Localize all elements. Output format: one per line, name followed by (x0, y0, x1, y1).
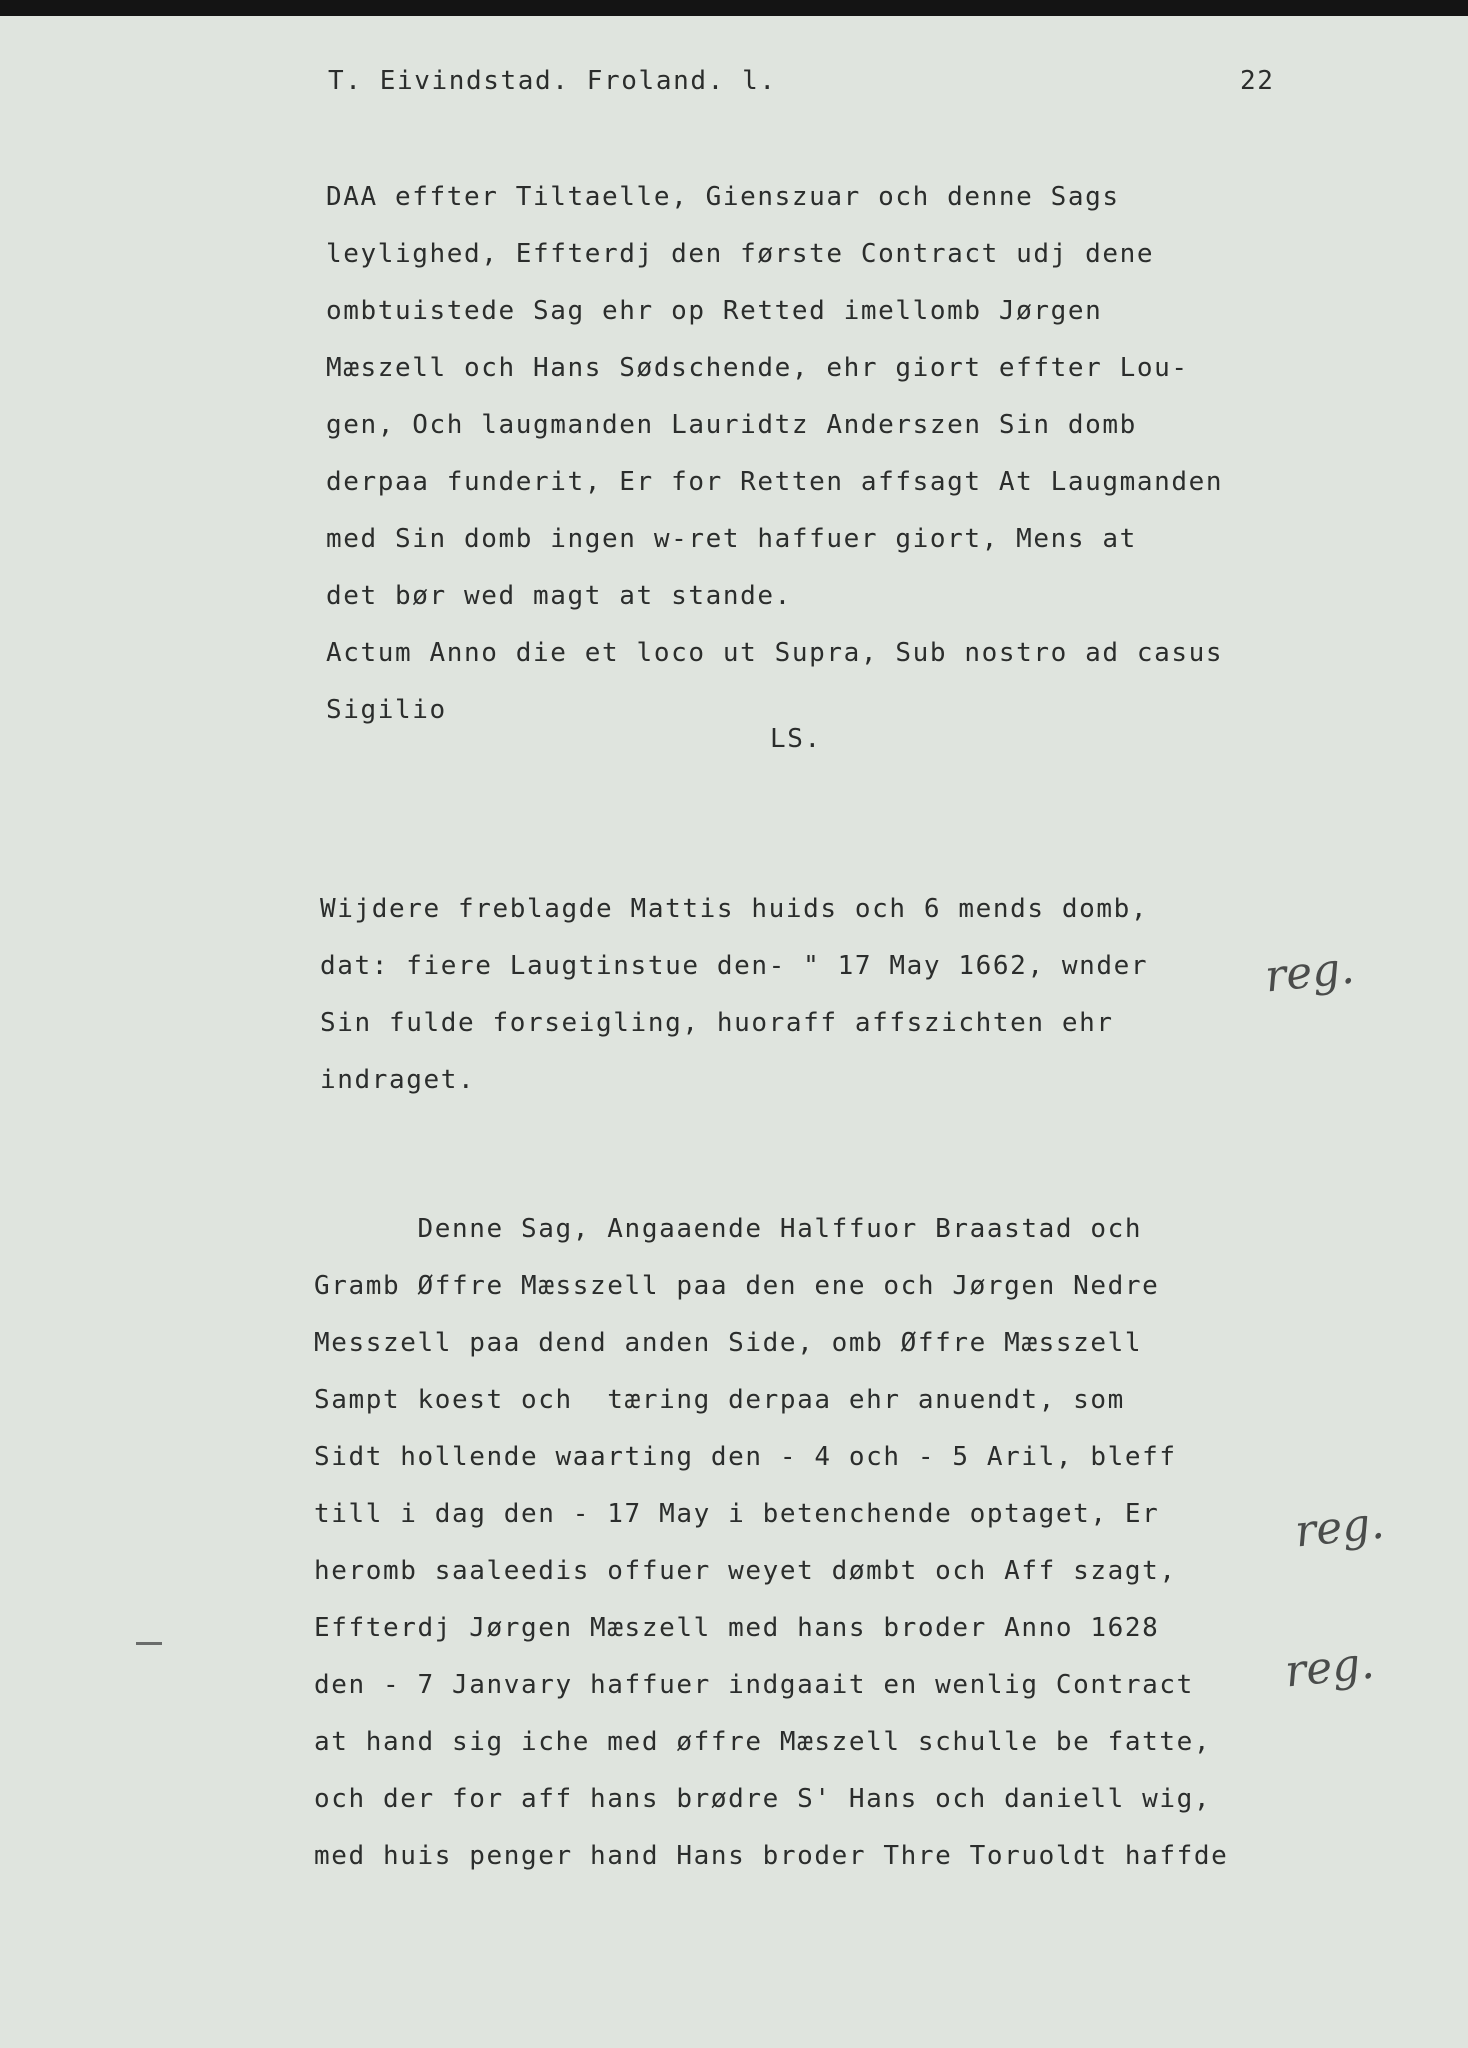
text-line: ombtuistede Sag ehr op Retted imellomb Jørgen (326, 296, 1103, 326)
margin-note-reg: reg. (1262, 942, 1357, 1003)
text-line: Actum Anno die et loco ut Supra, Sub nostro ad casus (326, 638, 1224, 668)
text-line: dat: fiere Laugtinstue den- " 17 May 1662, wnder (320, 951, 1149, 981)
text-line: med Sin domb ingen w-ret haffuer giort, Mens at (326, 524, 1137, 554)
text-line: derpaa funderit, Er for Retten affsagt At Laugmanden (326, 467, 1224, 497)
text-line: Sidt hollende waarting den - 4 och - 5 Aril, bleff (314, 1442, 1177, 1472)
margin-note-reg: reg. (1282, 1637, 1377, 1698)
text-line: indraget. (320, 1065, 476, 1095)
seal-mark: LS. (770, 724, 822, 754)
text-line: Mæszell och Hans Sødschende, ehr giort effter Lou- (326, 353, 1189, 383)
text-line: DAA effter Tiltaelle, Gienszuar och denne Sags (326, 182, 1120, 212)
text-line: Sin fulde forseigling, huoraff affszichten ehr (320, 1008, 1114, 1038)
text-line: och der for aff hans brødre S' Hans och daniell wig, (314, 1784, 1212, 1814)
text-line: Wijdere freblagde Mattis huids och 6 mends domb, (320, 894, 1149, 924)
text-line: Denne Sag, Angaaende Halffuor Braastad och (314, 1214, 1143, 1244)
scan-top-edge (0, 0, 1468, 16)
page-number: 22 (1240, 66, 1275, 96)
text-line: till i dag den - 17 May i betenchende optaget, Er (314, 1499, 1160, 1529)
text-line: med huis penger hand Hans broder Thre Toruoldt haffde (314, 1841, 1229, 1871)
text-line: Sigilio (326, 695, 447, 725)
text-line: den - 7 Janvary haffuer indgaait en wenlig Contract (314, 1670, 1194, 1700)
margin-dash-mark (136, 1642, 162, 1645)
text-line: Gramb Øffre Mæsszell paa den ene och Jørgen Nedre (314, 1271, 1160, 1301)
text-line: Effterdj Jørgen Mæszell med hans broder Anno 1628 (314, 1613, 1160, 1643)
page-header-title: T. Eivindstad. Froland. l. (328, 66, 777, 96)
text-line: Messzell paa dend anden Side, omb Øffre Mæsszell (314, 1328, 1143, 1358)
text-line: leylighed, Effterdj den første Contract udj dene (326, 239, 1155, 269)
text-line: gen, Och laugmanden Lauridtz Anderszen Sin domb (326, 410, 1137, 440)
document-page (0, 16, 1468, 2048)
margin-note-reg: reg. (1292, 1497, 1387, 1558)
text-line: at hand sig iche med øffre Mæszell schulle be fatte, (314, 1727, 1212, 1757)
text-line: heromb saaleedis offuer weyet dømbt och Aff szagt, (314, 1556, 1177, 1586)
text-line: Sampt koest och tæring derpaa ehr anuendt, som (314, 1385, 1125, 1415)
text-line: det bør wed magt at stande. (326, 581, 792, 611)
